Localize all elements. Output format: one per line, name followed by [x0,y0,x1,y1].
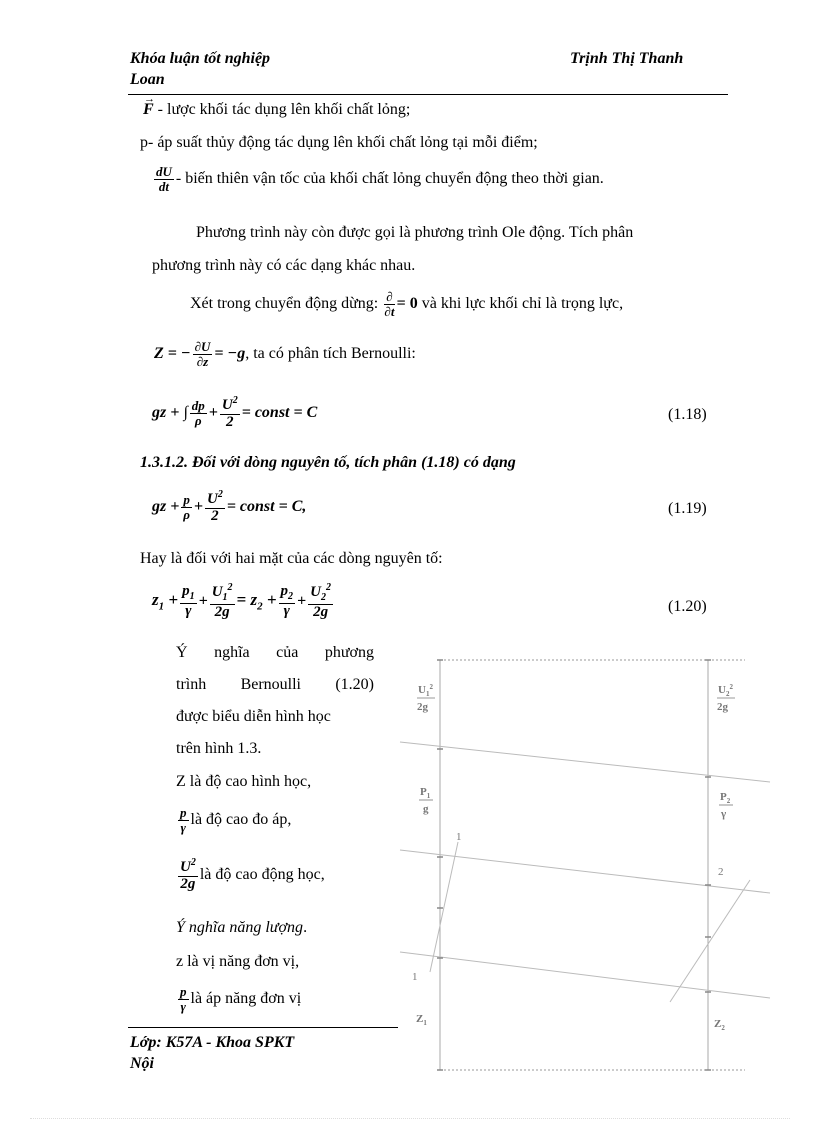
equation-number-1-18: (1.18) [668,406,707,423]
line-hay-la: Hay là đối với hai mặt của các dòng nguyên tố: [140,550,443,567]
dU-dt-fraction: $\frac{dU}{dt}$ [156,164,172,194]
partial-dt-fraction: $\frac{\partial}{\partial t}$ [384,289,395,319]
svg-text:U12: $U_1^2$ [418,683,433,698]
side-line-9: z là vị năng đơn vị, [176,953,300,970]
header-right: Trịnh Thị Thanh [570,50,684,67]
equation-1-20: $z_1$ + $\frac{p_1}{\gamma}$ + $\frac{U_1^2}{2g}$ = $z_2$ + $\frac{p_2}{\gamma}$ + $\frac{U_2^2}{2g}$ [152,582,331,620]
header-left-line2: Loan [130,71,165,88]
reference-line [400,952,770,998]
svg-text:γ: γ [721,808,727,820]
para1-line2: phương trình này có các dạng khác nhau. [152,257,416,274]
equation-number-1-19: (1.19) [668,500,707,517]
label-1-bottom: 1 [412,971,418,983]
para2: Xét trong chuyển động dừng: $\frac{\partial}{\partial t}$ = 0 và khi lực khối chỉ là trọng lực, [190,289,624,319]
side-line-3: được biểu diễn hình học [176,708,331,725]
section-2-line [670,880,750,1002]
header-left-line1: Khóa luận tốt nghiệp [130,50,271,67]
label-p2-fraction [719,791,733,820]
energy-line [400,742,770,782]
svg-text:U22: $U_2^2$ [718,683,733,698]
partial-U-z-fraction: $\frac{\partial U}{\partial z}$ [194,339,211,369]
page-bottom-edge [30,1118,790,1119]
svg-text:2g: 2g [717,701,728,713]
bernoulli-figure [390,650,780,1080]
label-2: 2 [718,866,724,878]
label-z1: $Z_1$ [416,1013,427,1027]
label-u2-fraction [717,683,735,713]
para3: Z = − $\frac{\partial U}{\partial z}$ = −g, ta có phân tích Bernoulli: [154,339,416,369]
vector-F-symbol: F → [143,93,155,118]
footer-line2: Nội [130,1055,154,1072]
equation-1-18: gz + ∫ $\frac{dp}{\rho}$ + $\frac{U^2}{2}$ = const = C [152,395,318,430]
side-line-1: Ý nghĩa của phương [176,644,374,661]
section-1-line [430,842,458,972]
subheading: 1.3.1.2. Đối với dòng nguyên tố, tích phân (1.18) có dạng [140,454,516,471]
line-dU: $\frac{dU}{dt}$ - biến thiên vận tốc của khối chất lỏng chuyển động theo thời gian. [156,164,604,194]
side-line-6: $\frac{p}{\gamma}$ là độ cao đo áp, [180,805,292,835]
para1-line1: Phương trình này còn được gọi là phương trình Ole động. Tích phân [196,224,634,241]
side-line-5: Z là độ cao hình học, [176,773,312,790]
equation-1-19: gz + $\frac{p}{\rho}$ + $\frac{U^2}{2}$ = const = C, [152,489,307,524]
bernoulli-diagram [390,650,780,1080]
footer-line1: Lớp: K57A - Khoa SPKT [130,1034,295,1051]
label-1-top: 1 [456,831,462,843]
svg-text:P2: $P_2$ [720,791,731,805]
line-p: p- áp suất thủy động tác dụng lên khối chất lỏng tại mỗi điểm; [140,134,538,151]
svg-text:P1: $P_1$ [420,786,431,800]
svg-text:2g: 2g [417,701,428,713]
side-line-2: trình Bernoulli (1.20) [176,676,374,693]
equation-number-1-20: (1.20) [668,598,707,615]
piezometric-line [400,850,770,893]
header-rule [128,94,728,95]
side-line-10: $\frac{p}{\gamma}$ là áp năng đơn vị [180,984,302,1014]
footer-rule [128,1027,398,1028]
label-u1-fraction [417,683,435,713]
label-p1-fraction [419,786,433,815]
line-F: F → - lược khối tác dụng lên khối chất lỏng; [143,93,411,118]
svg-text:g: g [423,803,429,815]
side-line-4: trên hình 1.3. [176,740,262,757]
label-z2: $Z_2$ [714,1018,725,1032]
side-line-7: $\frac{U^2}{2g}$ là độ cao động học, [180,857,325,892]
side-line-8: Ý nghĩa năng lượng. [176,919,308,936]
